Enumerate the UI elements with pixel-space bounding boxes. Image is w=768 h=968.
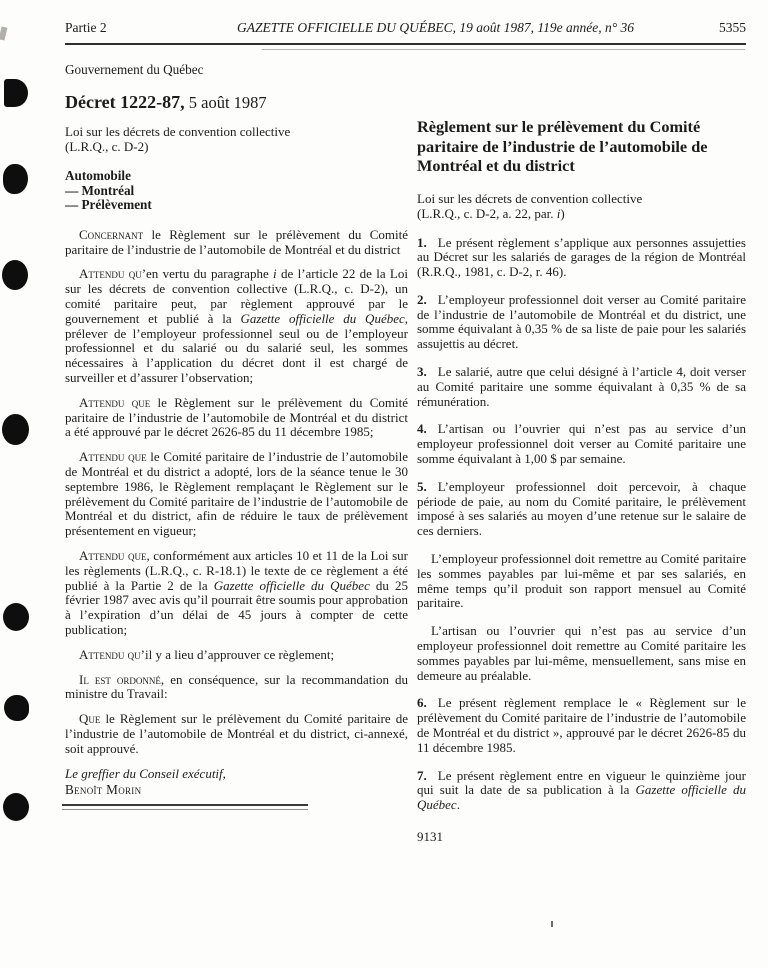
scan-artifact-blob bbox=[3, 793, 29, 821]
article-2: 2. L’employeur professionnel doit verser au Comité paritaire de l’industrie de l’automobile de Montréal et du district, une somme équivalant à 0,35 % de sa liste de paie pour les salariés assujettis au décret. bbox=[417, 291, 746, 352]
article-number: 4. bbox=[417, 421, 427, 437]
attendu-paragraph-3: Attendu que le Comité paritaire de l’industrie de l’automobile de Montréal et du district a adopté, lors de la séance tenue le 30 septembre 1986, le Règlement remplaçant le Règlement sur le prélèvement du Comité paritaire de l’industrie de l’automobile de Montréal et du district, afin de réduire le taux de prélèvement présentement en vigueur; bbox=[65, 449, 408, 539]
que-paragraph: Que le Règlement sur le prélèvement du Comité paritaire de l’industrie de l’automobile de Montréal et du district, ci-annexé, soit approuvé. bbox=[65, 711, 408, 756]
article-7: 7. Le présent règlement entre en vigueur le quinzième jour qui suit la date de sa publication à la Gazette officielle du Québec. bbox=[417, 767, 746, 813]
header-journal-title: GAZETTE OFFICIELLE DU QUÉBEC, 19 août 1987, 119e année, n° 36 bbox=[237, 20, 634, 35]
regulation-act-reference bbox=[417, 191, 746, 221]
scan-artifact-blob bbox=[3, 164, 28, 194]
right-column-regulation bbox=[417, 62, 746, 845]
subject-item: — Prélèvement bbox=[65, 197, 152, 213]
article-number: 3. bbox=[417, 364, 427, 380]
article-1: 1. Le présent règlement s’applique aux personnes assujetties au Décret sur les salariés de garages de la région de Montréal (R.R.Q., 1981, c. D-2, r. 46). bbox=[417, 234, 746, 280]
scan-artifact-blob bbox=[4, 79, 28, 107]
left-column-decree bbox=[65, 62, 408, 845]
header-page-number: 5355 bbox=[719, 20, 746, 35]
government-label: Gouvernement du Québec bbox=[65, 62, 204, 77]
ordonne-paragraph: Il est ordonné, en conséquence, sur la recommandation du ministre du Travail: bbox=[65, 671, 408, 702]
header-rule-echo bbox=[262, 49, 745, 50]
article-5: 5. L’employeur professionnel doit percevoir, à chaque période de paie, au nom du Comité paritaire, le prélèvement imposé à ses salariés au moyen d’une retenue sur le salaire de ces derniers. bbox=[417, 478, 746, 539]
subject-heading: Automobile bbox=[65, 168, 131, 183]
scan-artifact-blob bbox=[2, 414, 29, 445]
article-3: 3. Le salarié, autre que celui désigné à l’article 4, doit verser au Comité paritaire une somme équivalant à 0,35 % de sa rémunération. bbox=[417, 364, 746, 409]
attendu-paragraph-5: Attendu qu’il y a lieu d’approuver ce règlement; bbox=[79, 646, 335, 662]
header-part-label: Partie 2 bbox=[65, 20, 107, 35]
act-reference-line2: (L.R.Q., c. D-2) bbox=[65, 139, 149, 154]
signature-role: Le greffier du Conseil exécutif, bbox=[65, 766, 226, 782]
article-number: 7. bbox=[417, 767, 427, 783]
article-number: 5. bbox=[417, 478, 427, 494]
article-number: 1. bbox=[417, 234, 427, 250]
document-code: 9131 bbox=[417, 829, 443, 844]
scan-artifact-speck bbox=[551, 921, 553, 927]
attendu-paragraph-2: Attendu que le Règlement sur le prélèvement du Comité paritaire de l’industrie de l’automobile de Montréal et du district a été approuvé par le décret 2626-85 du 11 décembre 1985; bbox=[65, 394, 408, 440]
regulation-act-line2: (L.R.Q., c. D-2, a. 22, par. i) bbox=[417, 205, 565, 221]
decree-number: Décret 1222-87, bbox=[65, 92, 185, 112]
attendu-paragraph-1: Attendu qu’en vertu du paragraphe i de l’article 22 de la Loi sur les décrets de convention collective (L.R.Q., c. D-2), un comité paritaire peut, par règlement approuvé par le gouvernement et publié à la Gazette officielle du Québec, prélever de l’employeur professionnel seul ou de l’employeur professionnel et du salarié ou du salarié seul, les sommes nécessaires à l’application du décret dont il est chargé de surveiller et d’assurer l’observation; bbox=[65, 266, 409, 385]
two-column-body bbox=[65, 62, 746, 845]
scan-artifact-blob bbox=[3, 603, 29, 631]
act-reference bbox=[65, 124, 408, 154]
decree-date: 5 août 1987 bbox=[184, 93, 267, 112]
signature-rule bbox=[62, 804, 308, 810]
article-6: 6. Le présent règlement remplace le « Règlement sur le prélèvement du Comité paritaire de l’industrie de l’automobile de Montréal et du district », approuvé par le décret 2626-85 du 11 décembre 1985. bbox=[417, 695, 746, 755]
act-reference-line1: Loi sur les décrets de convention collective bbox=[65, 124, 291, 139]
regulation-act-line1: Loi sur les décrets de convention collective bbox=[417, 190, 643, 206]
concernant-paragraph: Concernant le Règlement sur le prélèvement du Comité paritaire de l’industrie de l’automobile de Montréal et du district bbox=[65, 226, 408, 257]
regulation-title: Règlement sur le prélèvement du Comité paritaire de l’industrie de l’automobile de Montréal et du district bbox=[417, 117, 708, 175]
article-5-paragraph-2: L’employeur professionnel doit remettre au Comité paritaire les sommes payables par lui-même et par ses salariés, en même temps qu’il produit son rapport mensuel au Comité paritaire. bbox=[417, 551, 746, 611]
scan-artifact-tick bbox=[0, 26, 7, 40]
scan-artifact-blob bbox=[2, 260, 28, 290]
signature-name: Benoît Morin bbox=[65, 782, 142, 798]
article-5-paragraph-3: L’artisan ou l’ouvrier qui n’est pas au service d’un employeur professionnel doit remettre au Comité paritaire les sommes payables par lui-même, mensuellement, sans mise en demeure au préalable. bbox=[417, 623, 746, 683]
article-4: 4. L’artisan ou l’ouvrier qui n’est pas au service d’un employeur professionnel doit verser au Comité paritaire une somme équivalant à 1,00 $ par semaine. bbox=[417, 421, 746, 467]
scan-artifact-blob bbox=[4, 695, 29, 721]
page-header bbox=[65, 20, 746, 45]
subject-item: — Montréal bbox=[65, 182, 135, 198]
attendu-paragraph-4: Attendu que, conformément aux articles 10 et 11 de la Loi sur les règlements (L.R.Q., c. R-18.1) le texte de ce règlement a été publié à la Partie 2 de la Gazette officielle du Québec du 25 février 1987 avec avis qu’il pourrait être soumis pour approbation à l’expiration d’un délai de 45 jours à compter de cette publication; bbox=[65, 547, 409, 637]
subject-index bbox=[65, 169, 408, 213]
article-number: 6. bbox=[417, 695, 427, 711]
decree-title bbox=[65, 92, 408, 113]
article-number: 2. bbox=[417, 291, 427, 307]
